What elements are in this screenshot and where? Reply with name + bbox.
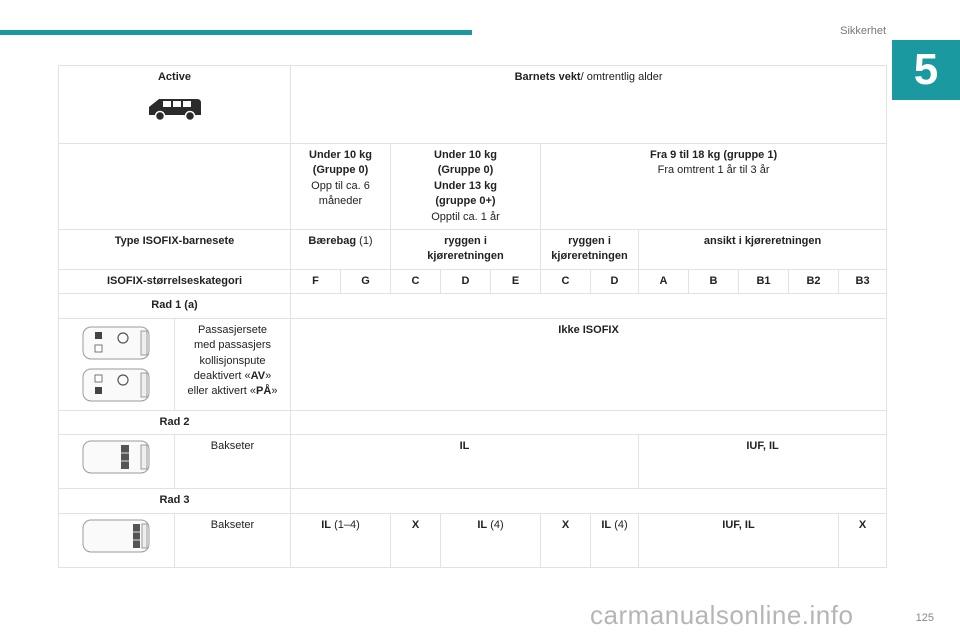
table-row (59, 66, 887, 144)
weight-header-rest: / omtrentlig alder (580, 71, 663, 83)
section-title: Sikkerhet (840, 25, 886, 37)
size-cell: D (591, 270, 639, 294)
text-line: Fra 9 til 18 kg (gruppe 1) (649, 149, 778, 161)
active-cell (59, 66, 291, 144)
table-row (59, 435, 887, 489)
row3-cell: IUF, IL (639, 513, 839, 567)
type-baerebag (291, 230, 391, 270)
text-part: (1–4) (331, 518, 360, 531)
size-cell: F (291, 270, 341, 294)
text-part: » (271, 385, 278, 398)
active-label: Active (157, 71, 192, 83)
table-row (59, 489, 887, 513)
size-cell: B3 (839, 270, 887, 294)
weight-col-1 (291, 144, 391, 230)
row3-cell (441, 513, 541, 567)
size-label: ISOFIX-størrelseskategori (59, 270, 291, 294)
car-topview-front-icon (81, 323, 153, 405)
text-line: Opp til ca. 6 (311, 179, 370, 192)
weight-col-2 (391, 144, 541, 230)
row3-cell: X (839, 513, 887, 567)
type-baerebag-note: (1) (356, 235, 373, 247)
type-label: Type ISOFIX-barnesete (59, 230, 291, 270)
size-cell: A (639, 270, 689, 294)
type-forward: ansikt i kjøreretningen (639, 230, 887, 270)
row3-seat: Bakseter (175, 513, 291, 567)
size-cell: B2 (789, 270, 839, 294)
type-rear-2 (541, 230, 639, 270)
passenger-seat-cell (175, 318, 291, 410)
car-diagram-cell (59, 435, 175, 489)
table-row (59, 230, 887, 270)
ikke-isofix: Ikke ISOFIX (291, 318, 887, 410)
size-cell: B1 (739, 270, 789, 294)
table-row (59, 144, 887, 230)
text-part-bold: IL (477, 518, 488, 531)
text-line: kjøreretningen (551, 250, 628, 263)
isofix-table (58, 65, 887, 568)
text-part: (4) (487, 518, 504, 531)
text-line: måneder (318, 195, 363, 208)
empty-cell (291, 294, 887, 318)
size-cell: D (441, 270, 491, 294)
watermark: carmanualsonline.info (590, 600, 854, 630)
text-line (178, 384, 287, 399)
row3-label: Rad 3 (59, 489, 291, 513)
text-part-bold: IL (601, 518, 612, 531)
empty-cell (59, 144, 291, 230)
text-part: » (265, 369, 272, 382)
text-line (178, 369, 287, 384)
size-cell: C (541, 270, 591, 294)
size-cell: E (491, 270, 541, 294)
text-line: med passasjers (193, 339, 272, 352)
weight-col-3 (541, 144, 887, 230)
row2-seat: Bakseter (175, 435, 291, 489)
row3-cell (591, 513, 639, 567)
text-line: kollisjonspute (199, 354, 266, 367)
text-part: (4) (611, 518, 628, 531)
weight-header-bold: Barnets vekt (514, 71, 581, 83)
text-line: Passasjersete (197, 323, 268, 336)
text-line: ryggen i (568, 235, 611, 247)
empty-cell (291, 410, 887, 434)
row3-cell: X (391, 513, 441, 567)
table-row (59, 318, 887, 410)
page-number: 125 (915, 612, 934, 624)
text-line: Fra omtrent 1 år til 3 år (657, 164, 770, 177)
text-part-bold: PÅ (256, 385, 272, 398)
text-line: (Gruppe 0) (312, 164, 369, 177)
size-cell: G (341, 270, 391, 294)
car-topview-row2-icon (81, 439, 153, 475)
empty-cell (291, 489, 887, 513)
chapter-tab: 5 (892, 40, 960, 100)
text-line: kjøreretningen (427, 250, 504, 263)
text-part: eller aktivert « (187, 385, 257, 398)
size-cell: B (689, 270, 739, 294)
text-line: Under 13 kg (434, 179, 497, 192)
text-line: ryggen i (444, 235, 487, 247)
table-row (59, 270, 887, 294)
weight-header (291, 66, 887, 144)
text-line: Under 10 kg (309, 149, 372, 161)
table-row (59, 513, 887, 567)
table-row (59, 410, 887, 434)
header-bar (0, 30, 472, 35)
car-diagram-cell (59, 318, 175, 410)
type-rear-1 (391, 230, 541, 270)
type-baerebag-bold: Bærebag (308, 235, 357, 247)
text-part: deaktivert « (193, 369, 251, 382)
car-diagram-cell (59, 513, 175, 567)
row2-iuf: IUF, IL (639, 435, 887, 489)
row3-cell (291, 513, 391, 567)
text-line: Under 10 kg (434, 149, 497, 161)
text-part-bold: IL (321, 518, 332, 531)
van-icon (145, 93, 205, 123)
text-line: Opptil ca. 1 år (431, 210, 500, 223)
text-part-bold: AV (250, 369, 266, 382)
text-line: (Gruppe 0) (437, 164, 494, 177)
car-topview-row3-icon (81, 518, 153, 554)
row2-il: IL (291, 435, 639, 489)
row1-label: Rad 1 (a) (59, 294, 291, 318)
row2-label: Rad 2 (59, 410, 291, 434)
row3-cell: X (541, 513, 591, 567)
table-row (59, 294, 887, 318)
text-line: (gruppe 0+) (435, 195, 496, 208)
size-cell: C (391, 270, 441, 294)
